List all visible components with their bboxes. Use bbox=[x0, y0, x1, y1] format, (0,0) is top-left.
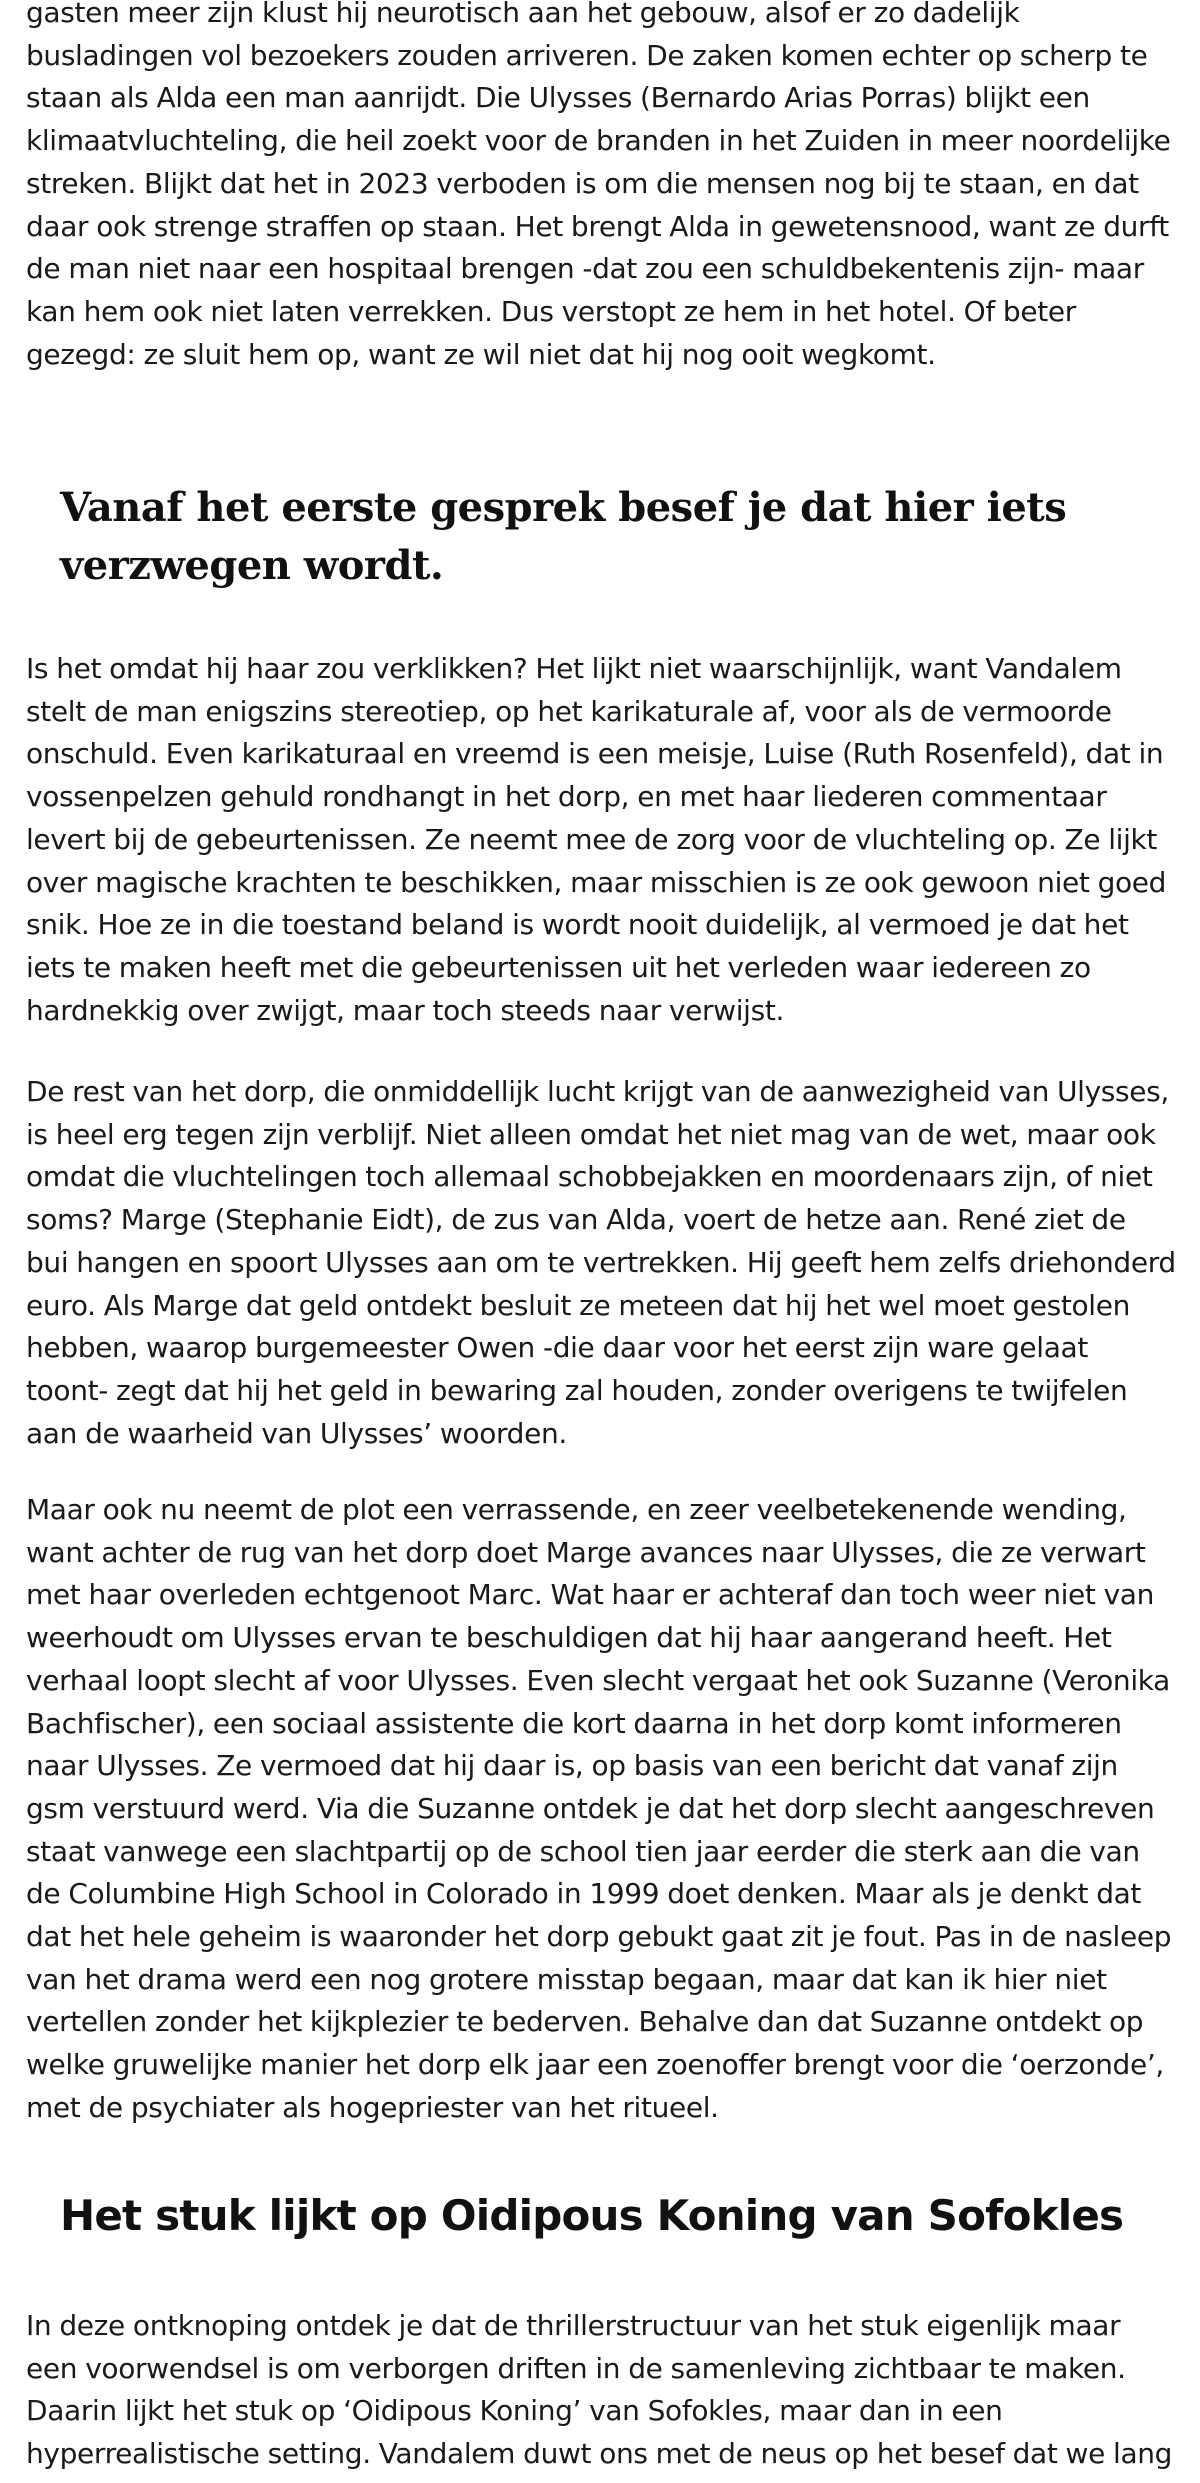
article-paragraph: Maar ook nu neemt de plot een verrassende, en zeer veelbetekenende wending, want achter de rug van het dorp doet Marge avances naar Ulysses, die ze verwart met haar overleden echtgenoot Marc. Wat haar er achteraf dan toch weer niet van weerhoudt om Ulysses ervan te beschuldigen dat hij haar aangerand heeft. Het verhaal loopt slecht af voor Ulysses. Even slecht vergaat het ook Suzanne (Veronika Bachfischer), een sociaal assistente die kort daarna in het dorp komt informeren naar Ulysses. Ze vermoed dat hij daar is, op basis van een bericht dat vanaf zijn gsm verstuurd werd. Via die Suzanne ontdek je dat het dorp slecht aangeschreven staat vanwege een slachtpartij op de school tien jaar eerder die sterk aan die van de Columbine High School in Colorado in 1999 doet denken. Maar als je denkt dat dat het hele geheim is waaronder het dorp gebukt gaat zit je fout. Pas in de nasleep van het drama werd een nog grotere misstap begaan, maar dat kan ik hier niet vertellen zonder het kijkplezier te bederven. Behalve dan dat Suzanne ontdekt op welke gruwelijke manier het dorp elk jaar een zoenoffer brengt voor die ‘oerzonde’, met de psychiater als hogepriester van het ritueel. bbox=[26, 1493, 1172, 2124]
article-paragraph: In deze ontknoping ontdek je dat de thrillerstructuur van het stuk eigenlijk maar een voorwendsel is om verborgen driften in de samenleving zichtbaar te maken. Daarin lijkt het stuk op ‘Oidipous Koning’ van Sofokles, maar dan in een hyperrealistische setting. Vandalem duwt ons met de neus op het besef dat we lang bbox=[26, 2309, 1173, 2471]
section-heading: Het stuk lijkt op Oidipous Koning van Sofokles bbox=[60, 2191, 1124, 2240]
pull-quote: Vanaf het eerste gesprek besef je dat hier iets verzwegen wordt. bbox=[60, 484, 1067, 589]
article-paragraph: De rest van het dorp, die onmiddellijk lucht krijgt van de aanwezigheid van Ulysses, is heel erg tegen zijn verblijf. Niet alleen omdat het niet mag van de wet, maar ook omdat die vluchtelingen toch allemaal schobbejakken en moordenaars zijn, of niet soms? Marge (Stephanie Eidt), de zus van Alda, voert de hetze aan. René ziet de bui hangen en spoort Ulysses aan om te vertrekken. Hij geeft hem zelfs driehonderd euro. Als Marge dat geld ontdekt besluit ze meteen dat hij het wel moet gestolen hebben, waarop burgemeester Owen -die daar voor het eerst zijn ware gelaat toont- zegt dat hij het geld in bewaring zal houden, zonder overigens te twijfelen aan de waarheid van Ulysses’ woorden. bbox=[26, 1075, 1176, 1450]
article-paragraph: gasten meer zijn klust hij neurotisch aan het gebouw, alsof er zo dadelijk busladingen vol bezoekers zouden arriveren. De zaken komen echter op scherp te staan als Alda een man aanrijdt. Die Ulysses (Bernardo Arias Porras) blijkt een klimaatvluchteling, die heil zoekt voor de branden in het Zuiden in meer noordelijke streken. Blijkt dat het in 2023 verboden is om die mensen nog bij te staan, en dat daar ook strenge straffen op staan. Het brengt Alda in gewetensnood, want ze durft de man niet naar een hospitaal brengen -dat zou een schuldbekentenis zijn- maar kan hem ook niet laten verrekken. Dus verstopt ze hem in het hotel. Of beter gezegd: ze sluit hem op, want ze wil niet dat hij nog ooit wegkomt. bbox=[26, 0, 1171, 371]
article-paragraph: Is het omdat hij haar zou verklikken? Het lijkt niet waarschijnlijk, want Vandalem stelt de man enigszins stereotiep, op het karikaturale af, voor als de vermoorde onschuld. Even karikaturaal en vreemd is een meisje, Luise (Ruth Rosenfeld), dat in vossenpelzen gehuld rondhangt in het dorp, en met haar liederen commentaar levert bij de gebeurtenissen. Ze neemt mee de zorg voor de vluchteling op. Ze lijkt over magische krachten te beschikken, maar misschien is ze ook gewoon niet goed snik. Hoe ze in die toestand beland is wordt nooit duidelijk, al vermoed je dat het iets te maken heeft met die gebeurtenissen uit het verleden waar iedereen zo hardnekkig over zwijgt, maar toch steeds naar verwijst. bbox=[26, 652, 1167, 1027]
